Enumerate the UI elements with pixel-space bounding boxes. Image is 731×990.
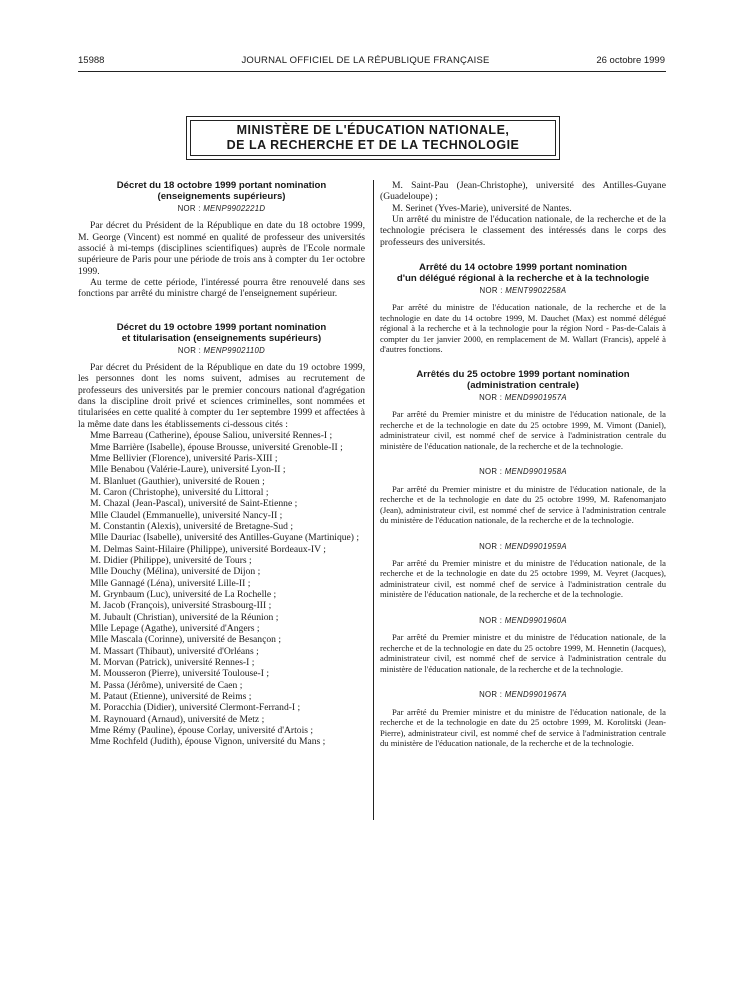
arrete-title-line1: Arrêtés du 25 octobre 1999 portant nomination: [416, 368, 630, 380]
decree-paragraph: Par décret du Président de la République en date du 19 octobre 1999, les personnes dont les noms suivent, admises au recrutement de professeurs des universités par le premier concours national d'agrégation dans la discipline droit privé et sciences criminelles, sont nommées et titularisées en cette qualité à compter du 1er septembre 1999 et affectées à la même date dans les établissements ci-dessous cités :: [78, 362, 365, 430]
list-item: Mlle Douchy (Mélina), université de Dijon ;: [90, 566, 261, 578]
closing-paragraph: Un arrêté du ministre de l'éducation nationale, de la recherche et de la technologie précisera le classement des intéressés dans le corps des professeurs des universités.: [380, 214, 666, 248]
nor-label: NOR :: [479, 615, 503, 625]
appointee-list: [78, 430, 365, 748]
list-item: Mme Bellivier (Florence), université Paris-XIII ;: [90, 452, 278, 464]
left-column: [78, 180, 365, 748]
list-item: M. Chazal (Jean-Pascal), université de Saint-Etienne ;: [90, 498, 298, 510]
list-item: Mlle Claudel (Emmanuelle), université Nancy-II ;: [90, 509, 283, 521]
column-divider: [373, 180, 374, 820]
arrete-paragraph: Par arrêté du Premier ministre et du ministre de l'éducation nationale, de la recherche et de la technologie en date du 25 octobre 1999, M. Korolitski (Jean-Pierre), administrateur civil, est nommé chef de service à l'administration centrale du ministère de l'éducation nationale, de la recherche et de la technologie.: [380, 706, 666, 749]
arretes-25-octobre: [380, 369, 666, 749]
arrete-paragraph: Par arrêté du Premier ministre et du ministre de l'éducation nationale, de la recherche et de la technologie en date du 25 octobre 1999, M. Veyret (Jacques), administrateur civil, est nommé chef de service à l'administration centrale du ministère de l'éducation nationale, de la recherche et de la technologie.: [380, 557, 666, 600]
nor-code: MENP9902110D: [203, 345, 266, 355]
nor-label: NOR :: [479, 467, 503, 477]
arrete-14-octobre: [380, 262, 666, 355]
arrete-paragraph: Par arrêté du ministre de l'éducation nationale, de la recherche et de la technologie en date du 14 octobre 1999, M. Dauchet (Max) est nommé délégué régional à la recherche et à la technologie pour la région Nord - Pas-de-Calais à compter du 1er janvier 2000, en remplacement de M. Wallart (Francis), appelé à d'autres fonctions.: [380, 302, 666, 355]
nor-label: NOR :: [479, 392, 503, 402]
list-item: M. Didier (Philippe), université de Tours ;: [90, 554, 252, 566]
list-item: M. Saint-Pau (Jean-Christophe), université des Antilles-Guyane (Guadeloupe) ;: [380, 180, 666, 203]
list-item: M. Constantin (Alexis), université de Bretagne-Sud ;: [90, 520, 294, 532]
nor-code: MEND9901959A: [504, 541, 567, 551]
list-item: Mlle Lepage (Agathe), université d'Angers ;: [90, 623, 260, 634]
arrete-paragraph: Par arrêté du Premier ministre et du ministre de l'éducation nationale, de la recherche et de la technologie en date du 25 octobre 1999, M. Vimont (Daniel), administrateur civil, est nommé chef de service à l'administration centrale du ministère de l'éducation nationale, de la recherche et de la technologie.: [380, 409, 666, 451]
page-header: [0, 55, 731, 69]
nor-label: NOR :: [479, 541, 503, 551]
nor-label: NOR :: [177, 204, 201, 213]
nor-reference: [380, 392, 666, 403]
list-item: M. Raynouard (Arnaud), université de Metz ;: [90, 713, 265, 725]
page-number: 15988: [78, 55, 105, 66]
list-item: Mme Rémy (Pauline), épouse Corlay, université d'Artois ;: [90, 725, 314, 737]
arrete-paragraph: Par arrêté du Premier ministre et du ministre de l'éducation nationale, de la recherche et de la technologie en date du 25 octobre 1999, M. Hennetin (Jacques), administrateur civil, est nommé chef de service à l'administration centrale du ministère de l'éducation nationale, de la recherche et de la technologie.: [380, 632, 666, 674]
nor-code: MENT9902258A: [505, 286, 567, 296]
arrete-title-line2: (administration centrale): [467, 379, 579, 391]
list-item: Mme Barreau (Catherine), épouse Saliou, université Rennes-I ;: [90, 430, 333, 442]
list-item: M. Blanluet (Gauthier), université de Rouen ;: [90, 475, 265, 487]
list-item: Mlle Mascala (Corinne), université de Besançon ;: [90, 634, 282, 646]
decree-paragraph: Au terme de cette période, l'intéressé pourra être renouvelé dans ses fonctions par arrêté du ministre chargé de l'enseignement supérieur.: [78, 277, 365, 300]
nor-code: MEND9901967A: [504, 690, 567, 700]
decree-paragraph: Par décret du Président de la République en date du 18 octobre 1999, M. George (Vincent) est nommé en qualité de professeur des universités associé à mi-temps (disciplines scientifiques) auprès de l'Ecole normale supérieure de Paris pour une période de trois ans à compter du 1er octobre 1999.: [78, 220, 365, 277]
journal-title: JOURNAL OFFICIEL DE LA RÉPUBLIQUE FRANÇAISE: [241, 55, 490, 66]
right-column: [380, 180, 666, 749]
nor-reference: [380, 615, 666, 626]
arrete-title-line1: Arrêté du 14 octobre 1999 portant nomination: [419, 262, 627, 274]
ministry-title-box: [186, 116, 560, 160]
list-item: Mlle Benabou (Valérie-Laure), université Lyon-II ;: [90, 464, 286, 476]
nor-reference: [380, 466, 666, 477]
decree-18-octobre: [78, 180, 365, 300]
decree-title-line1: Décret du 18 octobre 1999 portant nomination: [116, 180, 327, 191]
list-item: M. Jubault (Christian), université de la Réunion ;: [90, 611, 279, 623]
list-continuation: [380, 180, 666, 248]
decree-title-line2: et titularisation (enseignements supérieurs): [121, 332, 322, 344]
ministry-title-line1: MINISTÈRE DE L'ÉDUCATION NATIONALE,: [236, 123, 510, 137]
nor-reference: [380, 541, 666, 552]
list-item: M. Massart (Thibaut), université d'Orléans ;: [90, 645, 259, 657]
list-item: M. Delmas Saint-Hilaire (Philippe), université Bordeaux-IV ;: [90, 543, 326, 555]
nor-label: NOR :: [479, 286, 503, 296]
nor-reference: [78, 203, 365, 214]
ministry-title-line2: DE LA RECHERCHE ET DE LA TECHNOLOGIE: [226, 138, 520, 152]
nor-code: MEND9901960A: [504, 615, 567, 625]
arrete-title-line2: d'un délégué régional à la recherche et à la technologie: [396, 273, 650, 285]
arrete-paragraph: Par arrêté du Premier ministre et du ministre de l'éducation nationale, de la recherche et de la technologie en date du 25 octobre 1999, M. Rafenomanjato (Jean), administrateur civil, est nommé chef de service à l'administration centrale du ministère de l'éducation nationale, de la recherche et de la technologie.: [380, 483, 666, 526]
decree-title-line2: (enseignements supérieurs): [157, 191, 286, 202]
list-item: M. Pataut (Etienne), université de Reims ;: [90, 691, 252, 703]
header-divider: [78, 71, 666, 72]
list-item: M. Caron (Christophe), université du Littoral ;: [90, 486, 269, 498]
nor-code: MEND9901958A: [504, 467, 567, 477]
list-item: Mlle Dauriac (Isabelle), université des Antilles-Guyane (Martinique) ;: [90, 532, 360, 544]
list-item: Mme Rochfeld (Judith), épouse Vignon, université du Mans ;: [90, 736, 326, 748]
nor-reference: [380, 285, 666, 296]
list-item: M. Serinet (Yves-Marie), université de Nantes.: [392, 202, 572, 214]
list-item: M. Poracchia (Didier), université Clermont-Ferrand-I ;: [90, 702, 301, 714]
decree-19-octobre: [78, 322, 365, 748]
decree-title-line1: Décret du 19 octobre 1999 portant nomination: [116, 321, 327, 333]
nor-label: NOR :: [479, 690, 503, 700]
list-item: M. Morvan (Patrick), université Rennes-I ;: [90, 657, 255, 669]
issue-date: 26 octobre 1999: [596, 55, 665, 66]
list-item: M. Passa (Jérôme), université de Caen ;: [90, 679, 243, 691]
nor-label: NOR :: [177, 345, 202, 355]
nor-reference: [380, 689, 666, 700]
nor-code: MENP9902221D: [203, 204, 266, 213]
list-item: M. Grynbaum (Luc), université de La Rochelle ;: [90, 588, 277, 600]
list-item: Mme Barrière (Isabelle), épouse Brousse, université Grenoble-II ;: [90, 441, 343, 453]
list-item: M. Jacob (François), université Strasbourg-III ;: [90, 600, 272, 612]
nor-reference: [78, 345, 365, 356]
nor-code: MEND9901957A: [504, 392, 567, 402]
list-item: Mlle Gannagé (Léna), université Lille-II ;: [90, 577, 251, 589]
ministry-title-inner: [190, 120, 556, 156]
list-item: M. Mousseron (Pierre), université Toulouse-I ;: [90, 668, 270, 680]
